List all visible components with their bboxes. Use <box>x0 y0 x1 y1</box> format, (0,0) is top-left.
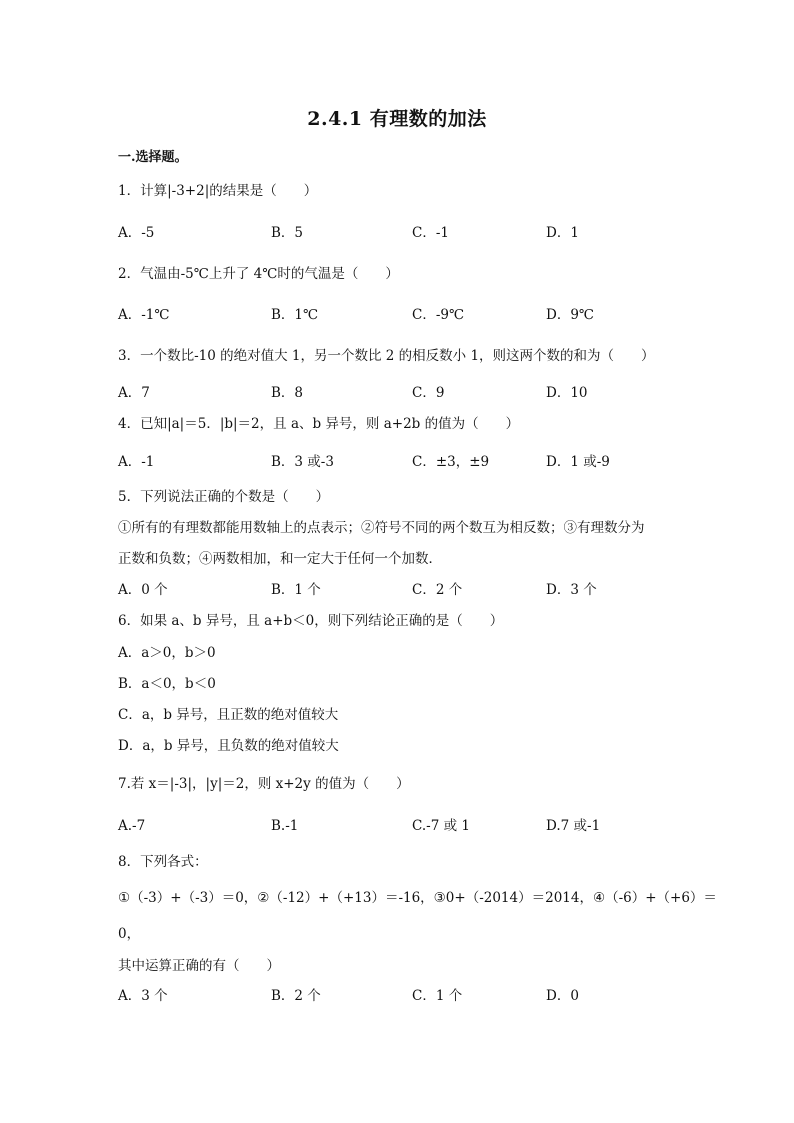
option-d: D．3 个 <box>546 582 597 598</box>
question-8-body-line-2: 0， <box>118 926 141 942</box>
question-5-body-line-2: 正数和负数；④两数相加，和一定大于任何一个加数． <box>118 551 442 567</box>
question-5-body-line-1: ①所有的有理数都能用数轴上的点表示；②符号不同的两个数互为相反数；③有理数分为 <box>118 520 645 536</box>
option-d: D.7 或-1 <box>546 818 601 834</box>
question-2-options <box>118 305 678 325</box>
option-b: B．1 个 <box>271 582 321 598</box>
option-a: A．-1 <box>118 454 155 470</box>
option-d: D．9℃ <box>546 307 595 323</box>
option-c: C．±3，±9 <box>412 454 490 470</box>
question-1-options <box>118 223 678 243</box>
option-b: B．2 个 <box>271 988 321 1004</box>
option-d: D．10 <box>546 385 588 401</box>
question-7-stem: 7.若 x＝|-3|，|y|＝2，则 x+2y 的值为（ ） <box>118 776 410 792</box>
option-a: A．3 个 <box>118 988 168 1004</box>
option-c: C.-7 或 1 <box>412 818 470 834</box>
question-8-body-line-3: 其中运算正确的有（ ） <box>118 958 280 974</box>
option-c: C．1 个 <box>412 988 463 1004</box>
option-b: B．8 <box>271 385 304 401</box>
question-6-option-d: D．a，b 异号，且负数的绝对值较大 <box>118 738 339 754</box>
option-d: D．1 <box>546 225 579 241</box>
question-3-options <box>118 383 678 403</box>
option-c: C．-9℃ <box>412 307 465 323</box>
option-d: D．1 或-9 <box>546 454 610 470</box>
question-7-options <box>118 816 678 836</box>
question-8-body-line-1: ①（-3）+（-3）＝0，②（-12）+（+13）＝-16，③0+（-2014）＝2014，④（-6）+（+6）＝ <box>118 890 717 906</box>
option-c: C．2 个 <box>412 582 463 598</box>
question-4-stem: 4．已知|a|＝5．|b|＝2，且 a、b 异号，则 a+2b 的值为（ ） <box>118 416 520 432</box>
option-c: C．-1 <box>412 225 449 241</box>
option-a: A．-1℃ <box>118 307 170 323</box>
option-b: B．5 <box>271 225 304 241</box>
question-8-stem: 8．下列各式： <box>118 854 208 870</box>
question-3-stem: 3．一个数比-10 的绝对值大 1，另一个数比 2 的相反数小 1，则这两个数的和为（ ） <box>118 348 655 364</box>
question-5-stem: 5．下列说法正确的个数是（ ） <box>118 489 330 505</box>
question-5-options <box>118 580 678 600</box>
option-c: C．9 <box>412 385 445 401</box>
question-6-stem: 6．如果 a、b 异号，且 a+b＜0，则下列结论正确的是（ ） <box>118 613 504 629</box>
option-a: A.-7 <box>118 818 146 834</box>
question-6-option-a: A．a＞0，b＞0 <box>118 645 216 661</box>
option-b: B．1℃ <box>271 307 319 323</box>
question-8-options <box>118 986 678 1006</box>
question-6-option-b: B．a＜0，b＜0 <box>118 676 216 692</box>
option-a: A．7 <box>118 385 150 401</box>
question-2-stem: 2．气温由-5℃上升了 4℃时的气温是（ ） <box>118 266 399 282</box>
question-1-stem: 1．计算|-3+2|的结果是（ ） <box>118 183 318 199</box>
question-6-option-c: C．a，b 异号，且正数的绝对值较大 <box>118 707 339 723</box>
option-d: D．0 <box>546 988 579 1004</box>
section-heading: 一.选择题。 <box>118 150 188 165</box>
option-b: B.-1 <box>271 818 299 834</box>
option-b: B．3 或-3 <box>271 454 334 470</box>
option-a: A．-5 <box>118 225 155 241</box>
option-a: A．0 个 <box>118 582 168 598</box>
question-4-options <box>118 452 678 472</box>
page-title: 2.4.1 有理数的加法 <box>307 108 487 130</box>
